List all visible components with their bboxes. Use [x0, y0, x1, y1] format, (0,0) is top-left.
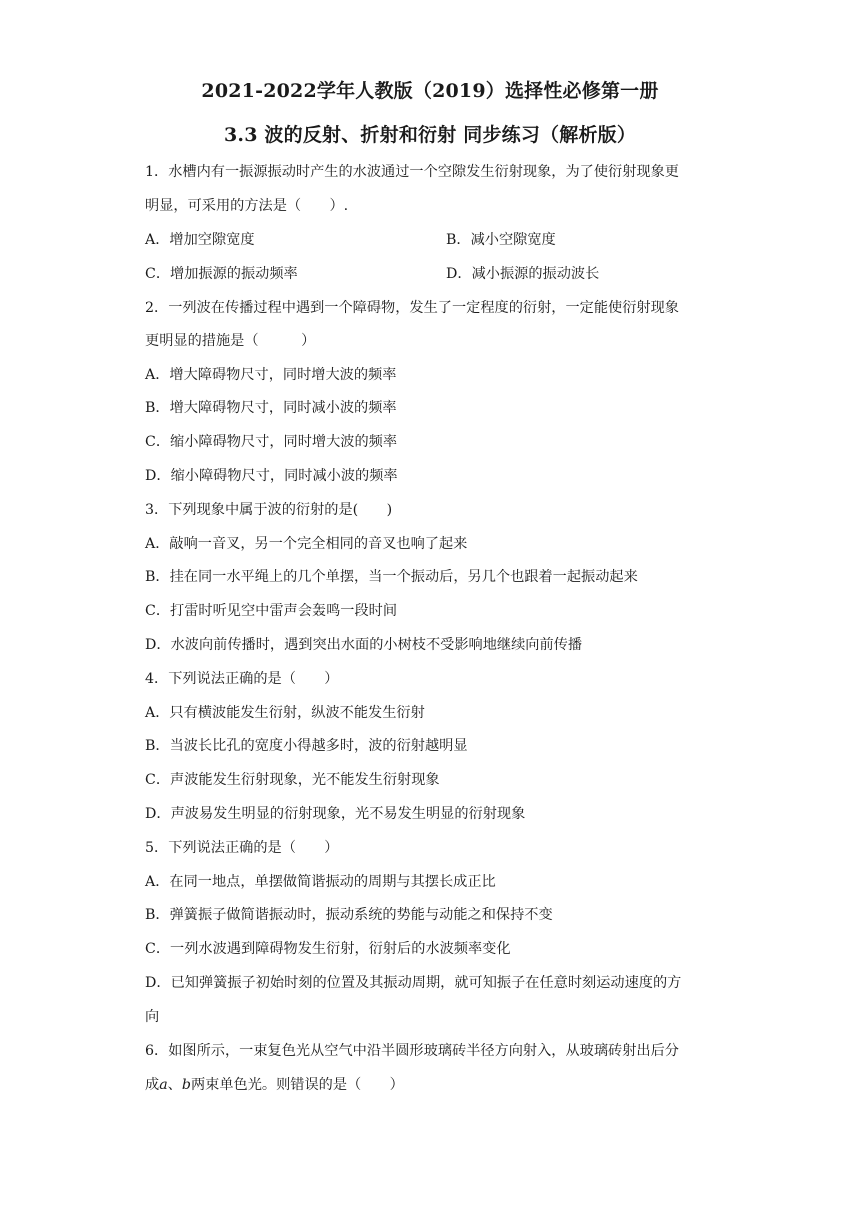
question-1-option-c: C．增加振源的振动频率 — [145, 266, 298, 282]
beam-a-label: a — [159, 1077, 168, 1093]
question-4-stem: 4．下列说法正确的是（ ） — [145, 671, 339, 687]
question-4-option-d: D．声波易发生明显的衍射现象，光不易发生明显的衍射现象 — [145, 806, 526, 822]
question-5-option-d-continuation: 向 — [145, 1009, 160, 1025]
question-1-option-d: D．减小振源的振动波长 — [446, 266, 600, 282]
beam-b-label: b — [181, 1077, 191, 1093]
question-3-option-a: A．敲响一音叉，另一个完全相同的音叉也响了起来 — [145, 536, 468, 552]
question-5-option-c: C．一列水波遇到障碍物发生衍射，衍射后的水波频率变化 — [145, 941, 511, 957]
question-1-stem-line-2: 明显，可采用的方法是（ ）. — [145, 198, 349, 214]
question-6-stem-suffix: 两束单色光。则错误的是（ ） — [190, 1077, 404, 1093]
question-2-option-b: B．增大障碍物尺寸，同时减小波的频率 — [145, 400, 397, 416]
question-2-stem-line-1: 2．一列波在传播过程中遇到一个障碍物，发生了一定程度的衍射，一定能使衍射现象 — [145, 300, 679, 316]
question-5-stem: 5．下列说法正确的是（ ） — [145, 840, 339, 856]
question-2-option-c: C．缩小障碍物尺寸，同时增大波的频率 — [145, 434, 398, 450]
question-5-option-d: D．已知弹簧振子初始时刻的位置及其振动周期，就可知振子在任意时刻运动速度的方 — [145, 975, 682, 991]
question-3-stem: 3．下列现象中属于波的衍射的是( ) — [145, 502, 393, 518]
question-6-stem-line-1: 6．如图所示，一束复色光从空气中沿半圆形玻璃砖半径方向射入，从玻璃砖射出后分 — [145, 1043, 679, 1059]
question-4-option-c: C．声波能发生衍射现象，光不能发生衍射现象 — [145, 772, 440, 788]
question-2-stem-line-2: 更明显的措施是（ ） — [145, 333, 316, 349]
question-3-option-b: B．挂在同一水平绳上的几个单摆，当一个振动后，另几个也跟着一起振动起来 — [145, 569, 638, 585]
question-1-option-b: B．减小空隙宽度 — [446, 232, 556, 248]
question-5-option-a: A．在同一地点，单摆做简谐振动的周期与其摆长成正比 — [145, 874, 496, 890]
question-6-stem-separator: 、 — [167, 1077, 182, 1093]
question-2-option-a: A．增大障碍物尺寸，同时增大波的频率 — [145, 367, 397, 383]
question-2-option-d: D．缩小障碍物尺寸，同时减小波的频率 — [145, 468, 398, 484]
question-6-stem-prefix: 成 — [145, 1077, 160, 1093]
question-5-option-b: B．弹簧振子做简谐振动时，振动系统的势能与动能之和保持不变 — [145, 907, 553, 923]
question-4-option-a: A．只有横波能发生衍射，纵波不能发生衍射 — [145, 705, 425, 721]
question-3-option-d: D．水波向前传播时，遇到突出水面的小树枝不受影响地继续向前传播 — [145, 637, 583, 653]
question-1-stem-line-1: 1．水槽内有一振源振动时产生的水波通过一个空隙发生衍射现象，为了使衍射现象更 — [145, 164, 679, 180]
question-3-option-c: C．打雷时听见空中雷声会轰鸣一段时间 — [145, 603, 398, 619]
document-title-line-1: 2021-2022学年人教版（2019）选择性必修第一册 — [201, 80, 659, 102]
document-title-line-2: 3.3 波的反射、折射和衍射 同步练习（解析版） — [223, 124, 637, 146]
question-1-option-a: A．增加空隙宽度 — [145, 232, 255, 248]
question-6-stem-line-2 — [145, 1075, 404, 1095]
question-4-option-b: B．当波长比孔的宽度小得越多时，波的衍射越明显 — [145, 738, 468, 754]
